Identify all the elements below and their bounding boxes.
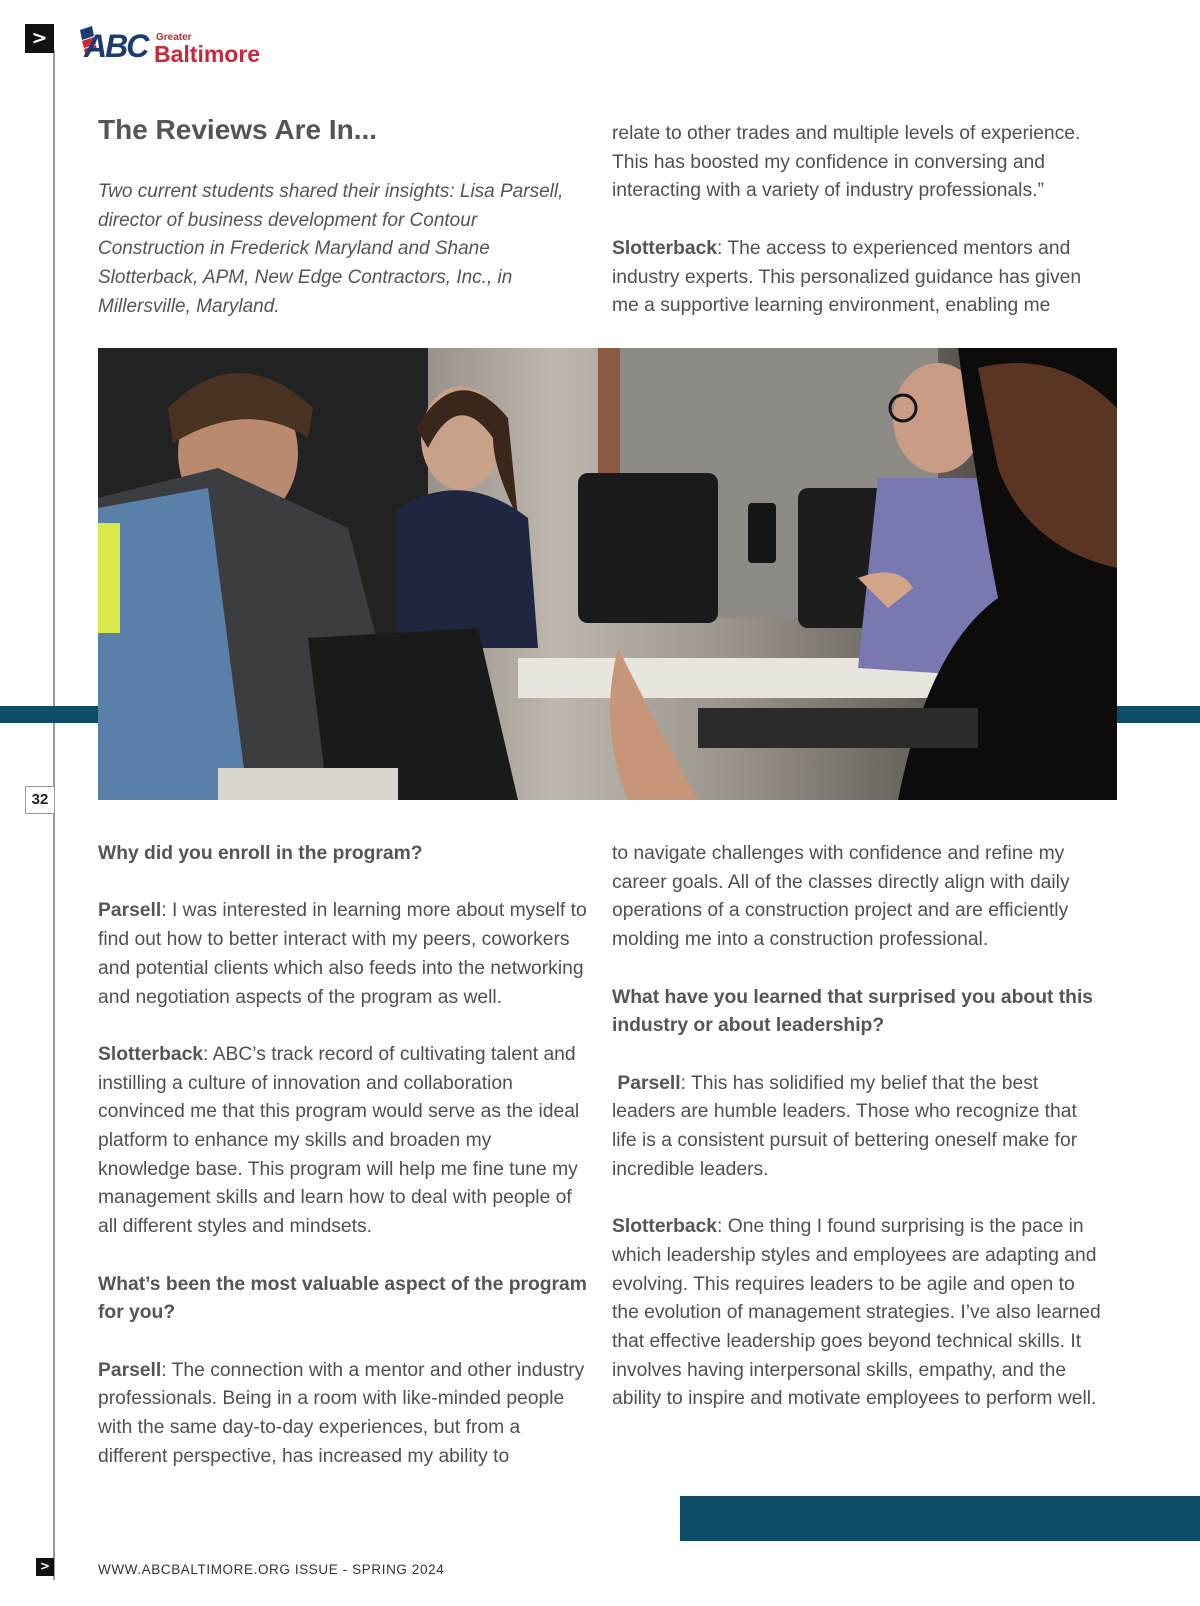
speaker-name: Parsell xyxy=(98,900,162,922)
logo-abc: ABC xyxy=(84,28,148,64)
slotterback-answer-valuable-cont: to navigate challenges with confidence and refine my career goals. All of the classes directly align with daily operations of a construction project and are efficiently molding me into a construction professional. xyxy=(612,843,1070,951)
bottom-left-column xyxy=(98,840,588,1500)
logo-greater: Greater xyxy=(156,32,192,43)
speaker-name: Slotterback xyxy=(98,1043,204,1065)
slotterback-answer-surprised xyxy=(612,1213,1102,1414)
accent-band-left xyxy=(0,706,100,723)
abc-baltimore-logo[interactable] xyxy=(78,24,261,68)
speaker-name: Parsell xyxy=(617,1072,681,1094)
margin-rule xyxy=(53,50,55,1580)
question-valuable: What’s been the most valuable aspect of the program for you? xyxy=(98,1273,587,1324)
article-intro: Two current students shared their insights: Lisa Parsell, director of business development for Contour Construction in Frederick Maryland and Shane Slotterback, APM, New Edge Contractors, Inc., in Millersville, Maryland. xyxy=(98,181,564,317)
classroom-photo-illustration xyxy=(98,348,1117,800)
question-enroll: Why did you enroll in the program? xyxy=(98,843,423,864)
answer-text: : I was interested in learning more about myself to find out how to better interact with my peers, coworkers and potential clients which also feeds into the networking and negotiation aspects of the program as well. xyxy=(98,900,587,1008)
answer-text: : ABC’s track record of cultivating talent and instilling a culture of innovation and collaboration convinced me that this program would serve as the ideal platform to enhance my skills and broaden my knowledge base. This program will help me fine tune my management skills and learn how to deal with people of all different styles and mindsets. xyxy=(98,1043,580,1238)
slotterback-answer-enroll xyxy=(98,1041,588,1242)
speaker-name: Parsell xyxy=(98,1359,162,1381)
top-right-column xyxy=(612,120,1102,350)
footer-text[interactable]: WWW.ABCBALTIMORE.ORG ISSUE - SPRING 2024 xyxy=(98,1562,445,1577)
page-number: 32 xyxy=(25,786,55,814)
slotterback-answer-start xyxy=(612,235,1102,321)
article-title: The Reviews Are In... xyxy=(98,114,378,145)
logo-city: Baltimore xyxy=(154,41,261,67)
parsell-answer-enroll xyxy=(98,897,588,1012)
classroom-photo xyxy=(98,348,1117,800)
accent-band-right xyxy=(1115,706,1200,723)
next-arrow-icon[interactable]: > xyxy=(36,1558,54,1576)
parsell-answer-valuable xyxy=(98,1357,588,1472)
speaker-name: Slotterback xyxy=(612,1216,718,1238)
next-arrow-icon[interactable]: > xyxy=(25,24,54,53)
answer-text: : The access to experienced mentors and industry experts. This personalized guidance has given me a supportive learning environment, enabling me xyxy=(612,237,1082,317)
answer-text: : The connection with a mentor and other industry professionals. Being in a room with like-minded people with the same day-to-day experiences, but from a different perspective, has increased my ability to xyxy=(98,1359,585,1467)
accent-band-bottom xyxy=(680,1496,1200,1541)
speaker-name: Slotterback xyxy=(612,237,718,259)
answer-text: : One thing I found surprising is the pace in which leadership styles and employees are adapting and evolving. This requires leaders to be agile and open to the evolution of management strategies. I’ve also learned that effective leadership goes beyond technical skills. It involves having interpersonal skills, empathy, and the ability to inspire and motivate employees to perform well. xyxy=(612,1216,1101,1410)
bottom-right-column xyxy=(612,840,1102,1443)
question-surprised: What have you learned that surprised you about this industry or about leadership? xyxy=(612,986,1094,1037)
parsell-answer-surprised xyxy=(612,1070,1102,1185)
answer-text: : This has solidified my belief that the best leaders are humble leaders. Those who recognize that life is a consistent pursuit of bettering oneself make for incredible leaders. xyxy=(612,1072,1078,1180)
parsell-answer-end: relate to other trades and multiple levels of experience. This has boosted my confidence in conversing and interacting with a variety of industry professionals.” xyxy=(612,123,1081,202)
